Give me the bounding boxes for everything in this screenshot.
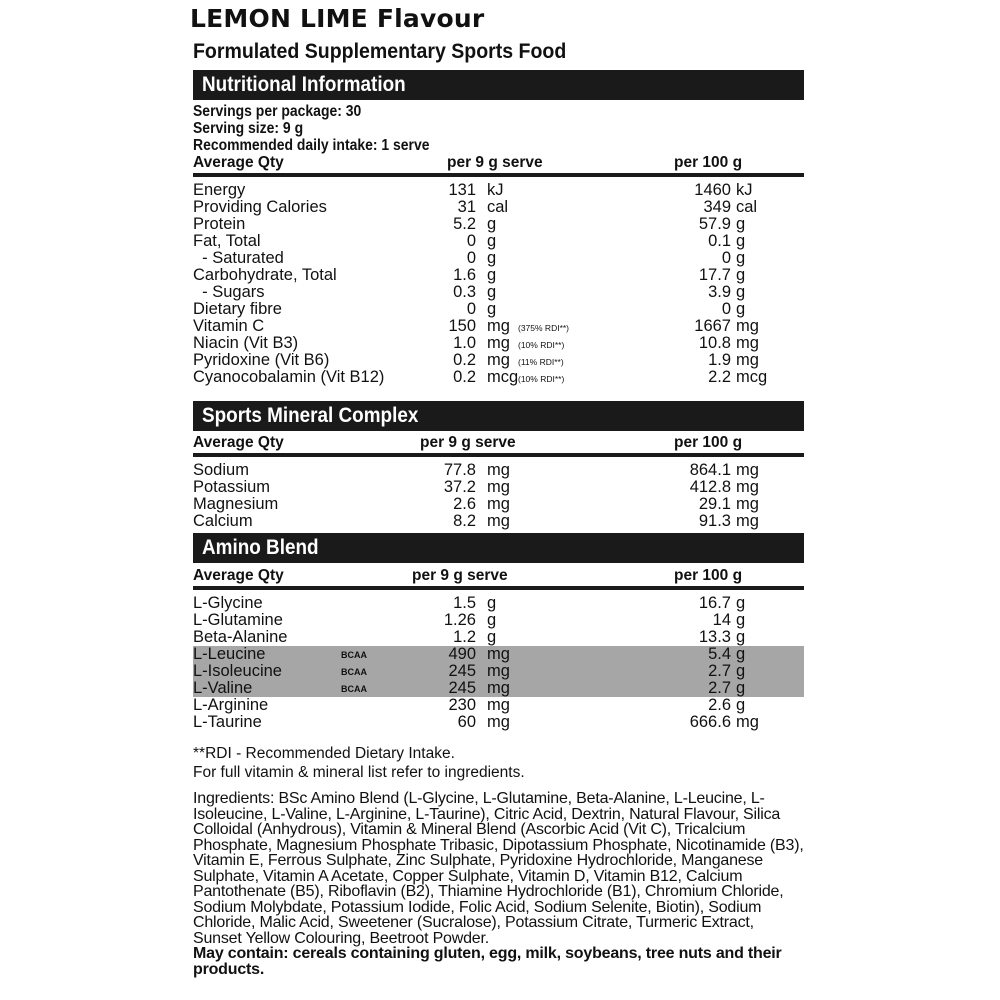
unit-per-serve: g: [487, 266, 497, 284]
table-row: [193, 697, 804, 714]
unit-per-100g: g: [736, 215, 746, 233]
nutrition-table: [193, 182, 804, 386]
unit-per-100g: g: [736, 300, 746, 318]
value-per-100g: 17.7: [698, 266, 731, 284]
table-row: [193, 233, 804, 250]
nutrition-heading: Nutritional Information: [193, 70, 804, 100]
unit-per-serve: g: [487, 594, 497, 612]
value-per-100g: 3.9: [708, 283, 731, 301]
unit-per-serve: mg: [487, 645, 510, 663]
product-title: LEMON LIME Flavour: [190, 4, 485, 33]
unit-per-100g: g: [736, 249, 746, 267]
table-row: [193, 199, 804, 216]
unit-per-100g: mg: [736, 495, 759, 513]
row-name: - Sugars: [193, 283, 265, 301]
table-row: [193, 496, 804, 513]
rdi-percent: (375% RDI**): [518, 323, 570, 333]
value-per-serve: 1.26: [443, 611, 476, 629]
col-per-100g: per 100 g: [674, 567, 743, 584]
table-row: [193, 663, 804, 680]
minerals-table: [193, 462, 804, 530]
table-row: [193, 250, 804, 267]
minerals-panel: [193, 401, 804, 530]
unit-per-serve: g: [487, 249, 497, 267]
unit-per-serve: mg: [487, 334, 510, 352]
nutrition-panel: [193, 70, 804, 386]
table-row: [193, 680, 804, 697]
row-name: Niacin (Vit B3): [193, 334, 299, 352]
value-per-serve: 31: [457, 198, 476, 216]
table-row: [193, 301, 804, 318]
col-per-serve: per 9 g serve: [447, 154, 543, 171]
unit-per-100g: kJ: [736, 181, 753, 199]
divider: [193, 173, 804, 177]
bcaa-tag: BCAA: [341, 667, 367, 677]
value-per-serve: 37.2: [443, 478, 476, 496]
unit-per-100g: cal: [736, 198, 758, 216]
amino-table: [193, 595, 804, 731]
value-per-serve: 77.8: [443, 461, 476, 479]
value-per-100g: 57.9: [698, 215, 731, 233]
col-per-serve: per 9 g serve: [412, 567, 508, 584]
value-per-serve: 60: [457, 713, 476, 731]
value-per-serve: 0.3: [453, 283, 476, 301]
value-per-100g: 1.9: [708, 351, 731, 369]
minerals-heading: Sports Mineral Complex: [193, 401, 804, 431]
col-average-qty: Average Qty: [193, 154, 284, 171]
row-name: Dietary fibre: [193, 300, 282, 318]
value-per-serve: 150: [448, 317, 476, 335]
unit-per-100g: mcg: [736, 368, 768, 386]
row-name: Magnesium: [193, 495, 279, 513]
unit-per-100g: g: [736, 594, 746, 612]
value-per-100g: 0.1: [708, 232, 731, 250]
row-name: L-Glutamine: [193, 611, 283, 629]
table-row: [193, 352, 804, 369]
table-row: [193, 513, 804, 530]
value-per-100g: 0: [721, 300, 731, 318]
table-row: [193, 216, 804, 233]
unit-per-serve: mg: [487, 713, 510, 731]
table-row: [193, 629, 804, 646]
amino-panel: [193, 533, 804, 731]
minerals-column-header: [193, 434, 804, 453]
unit-per-100g: g: [736, 611, 746, 629]
unit-per-100g: mg: [736, 478, 759, 496]
value-per-100g: 5.4: [708, 645, 731, 663]
value-per-100g: 864.1: [689, 461, 731, 479]
rdi-percent: (10% RDI**): [518, 374, 565, 384]
value-per-serve: 1.0: [453, 334, 476, 352]
serving-info: [193, 103, 804, 154]
unit-per-serve: mg: [487, 461, 510, 479]
table-row: [193, 462, 804, 479]
unit-per-serve: kJ: [487, 181, 504, 199]
table-row: [193, 318, 804, 335]
table-row: [193, 284, 804, 301]
row-name: L-Valine: [193, 679, 253, 697]
table-row: [193, 479, 804, 496]
row-name: Providing Calories: [193, 198, 327, 216]
ingredients-text: Ingredients: BSc Amino Blend (L-Glycine, L-Glutamine, Beta-Alanine, L-Leucine, L-Isoleucine, L-Valine, L-Arginine, L-Taurine), Citric Acid, Dextrin, Natural Flavour, Silica Colloidal (Anhydrous), Vitamin & Mineral Blend (Ascorbic Acid (Vit C), Tricalcium Phosphate, Magnesium Phosphate Tribasic, Dipotassium Phosphate, Nicotinamide (B3), Vitamin E, Ferrous Sulphate, Zinc Sulphate, Pyridoxine Hydrochloride, Manganese Sulphate, Vitamin A Acetate, Copper Sulphate, Vitamin D, Vitamin B12, Calcium Pantothenate (B5), Riboflavin (B2), Thiamine Hydrochloride (B1), Chromium Chloride, Sodium Molybdate, Potassium Iodide, Folic Acid, Sodium Selenite, Biotin), Sodium Chloride, Malic Acid, Sweetener (Sucralose), Potassium Citrate, Turmeric Extract, Sunset Yellow Colouring, Beetroot Powder.: [193, 790, 804, 947]
row-name: L-Isoleucine: [193, 662, 282, 680]
unit-per-serve: g: [487, 611, 497, 629]
unit-per-100g: g: [736, 266, 746, 284]
value-per-100g: 29.1: [698, 495, 731, 513]
value-per-100g: 1460: [694, 181, 731, 199]
unit-per-serve: mg: [487, 317, 510, 335]
unit-per-serve: mg: [487, 696, 510, 714]
rdi-percent: (11% RDI**): [518, 357, 564, 367]
unit-per-100g: mg: [736, 713, 759, 731]
unit-per-serve: mcg: [487, 368, 519, 386]
unit-per-100g: g: [736, 283, 746, 301]
product-subtitle: Formulated Supplementary Sports Food: [193, 40, 567, 63]
ingredients-block: [193, 791, 805, 977]
row-name: Protein: [193, 215, 246, 233]
value-per-100g: 13.3: [698, 628, 731, 646]
table-row: [193, 714, 804, 731]
unit-per-serve: mg: [487, 478, 510, 496]
value-per-serve: 1.6: [453, 266, 476, 284]
row-name: L-Taurine: [193, 713, 262, 731]
col-average-qty: Average Qty: [193, 567, 284, 584]
value-per-serve: 245: [448, 679, 476, 697]
row-name: Calcium: [193, 512, 253, 530]
row-name: L-Arginine: [193, 696, 269, 714]
unit-per-serve: g: [487, 300, 497, 318]
col-per-serve: per 9 g serve: [420, 434, 516, 451]
servings-per-package: Servings per package: 30: [193, 103, 362, 120]
unit-per-serve: mg: [487, 351, 510, 369]
unit-per-100g: mg: [736, 461, 759, 479]
value-per-100g: 2.6: [708, 696, 731, 714]
row-name: Cyanocobalamin (Vit B12): [193, 368, 385, 386]
unit-per-serve: cal: [487, 198, 509, 216]
rdi-footnote: **RDI - Recommended Dietary Intake.: [193, 745, 455, 762]
value-per-serve: 0: [466, 300, 476, 318]
unit-per-100g: mg: [736, 351, 759, 369]
unit-per-100g: mg: [736, 317, 759, 335]
unit-per-100g: g: [736, 645, 746, 663]
recommended-intake: Recommended daily intake: 1 serve: [193, 137, 430, 154]
col-per-100g: per 100 g: [674, 434, 743, 451]
unit-per-serve: mg: [487, 662, 510, 680]
value-per-100g: 2.2: [708, 368, 731, 386]
unit-per-100g: mg: [736, 334, 759, 352]
value-per-100g: 91.3: [698, 512, 731, 530]
table-row: [193, 267, 804, 284]
unit-per-serve: g: [487, 283, 497, 301]
col-average-qty: Average Qty: [193, 434, 284, 451]
unit-per-serve: mg: [487, 512, 510, 530]
table-row: [193, 335, 804, 352]
row-name: Carbohydrate, Total: [193, 266, 337, 284]
value-per-100g: 2.7: [708, 679, 731, 697]
value-per-serve: 2.6: [453, 495, 476, 513]
table-row: [193, 595, 804, 612]
row-name: Beta-Alanine: [193, 628, 288, 646]
row-name: L-Leucine: [193, 645, 266, 663]
row-name: Vitamin C: [193, 317, 265, 335]
value-per-serve: 0: [466, 249, 476, 267]
row-name: Pyridoxine (Vit B6): [193, 351, 330, 369]
value-per-serve: 0.2: [453, 351, 476, 369]
bcaa-tag: BCAA: [341, 650, 367, 660]
unit-per-100g: mg: [736, 512, 759, 530]
table-row: [193, 182, 804, 199]
divider: [193, 586, 804, 590]
value-per-serve: 0: [466, 232, 476, 250]
value-per-serve: 0.2: [453, 368, 476, 386]
value-per-100g: 0: [721, 249, 731, 267]
allergen-statement: May contain: cereals containing gluten, egg, milk, soybeans, tree nuts and their products.: [193, 945, 782, 978]
value-per-serve: 490: [448, 645, 476, 663]
value-per-serve: 131: [448, 181, 476, 199]
table-row: [193, 612, 804, 629]
vitamin-list-footnote: For full vitamin & mineral list refer to ingredients.: [193, 764, 525, 781]
amino-heading: Amino Blend: [193, 533, 804, 563]
row-name: Fat, Total: [193, 232, 261, 250]
amino-column-header: [193, 567, 804, 586]
row-name: Potassium: [193, 478, 271, 496]
footnotes: [193, 744, 525, 782]
value-per-serve: 5.2: [453, 215, 476, 233]
col-per-100g: per 100 g: [674, 154, 743, 171]
serving-size: Serving size: 9 g: [193, 120, 304, 137]
value-per-100g: 412.8: [689, 478, 731, 496]
value-per-100g: 2.7: [708, 662, 731, 680]
unit-per-100g: g: [736, 232, 746, 250]
row-name: L-Glycine: [193, 594, 263, 612]
value-per-serve: 230: [448, 696, 476, 714]
unit-per-100g: g: [736, 628, 746, 646]
value-per-serve: 1.5: [453, 594, 476, 612]
unit-per-100g: g: [736, 696, 746, 714]
row-name: - Saturated: [193, 249, 284, 267]
unit-per-serve: g: [487, 232, 497, 250]
divider: [193, 453, 804, 457]
value-per-100g: 349: [703, 198, 731, 216]
value-per-serve: 245: [448, 662, 476, 680]
table-row: [193, 369, 804, 386]
rdi-percent: (10% RDI**): [518, 340, 565, 350]
value-per-100g: 16.7: [698, 594, 731, 612]
unit-per-serve: mg: [487, 495, 510, 513]
value-per-100g: 1667: [694, 317, 731, 335]
unit-per-100g: g: [736, 679, 746, 697]
unit-per-serve: mg: [487, 679, 510, 697]
value-per-100g: 10.8: [698, 334, 731, 352]
value-per-serve: 8.2: [453, 512, 476, 530]
value-per-100g: 14: [712, 611, 731, 629]
unit-per-serve: g: [487, 628, 497, 646]
table-row: [193, 646, 804, 663]
value-per-serve: 1.2: [453, 628, 476, 646]
value-per-100g: 666.6: [689, 713, 731, 731]
bcaa-tag: BCAA: [341, 684, 367, 694]
unit-per-serve: g: [487, 215, 497, 233]
row-name: Energy: [193, 181, 246, 199]
unit-per-100g: g: [736, 662, 746, 680]
nutrition-column-header: [193, 154, 804, 173]
row-name: Sodium: [193, 461, 249, 479]
